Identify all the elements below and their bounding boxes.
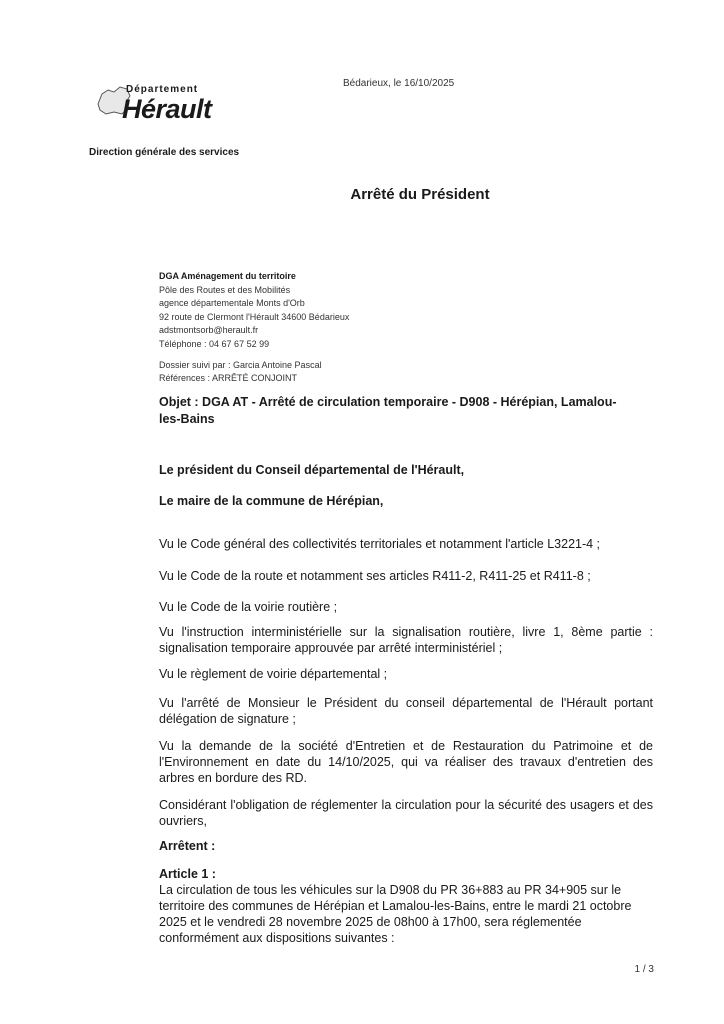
sender-org: DGA Aménagement du territoire (159, 271, 296, 281)
logo-departement-text: Département (126, 84, 199, 95)
objet-line: Objet : DGA AT - Arrêté de circulation temporaire - D908 - Hérépian, Lamalou-les-Bains (159, 395, 617, 426)
article-1 (159, 866, 653, 946)
dossier-suivi: Dossier suivi par : Garcia Antoine Pascal (159, 360, 322, 370)
dossier-block (159, 359, 322, 385)
vu-paragraph-3: Vu le Code de la voirie routière ; (159, 600, 338, 614)
vu-paragraph-4: Vu l'instruction interministérielle sur la signalisation routière, livre 1, 8ème partie : signalisation temporaire approuvée par arrêté interministériel ; (159, 625, 653, 655)
sender-address: 92 route de Clermont l'Hérault 34600 Bédarieux (159, 311, 350, 322)
vu-paragraph-2: Vu le Code de la route et notamment ses articles R411-2, R411-25 et R411-8 ; (159, 569, 591, 583)
sender-agence: agence départementale Monts d'Orb (159, 298, 305, 308)
date-line: Bédarieux, le 16/10/2025 (343, 78, 455, 89)
document-title: Arrêté du Président (350, 186, 490, 203)
dossier-references: Références : ARRÊTÉ CONJOINT (159, 373, 298, 383)
maire-line: Le maire de la commune de Hérépian, (159, 494, 384, 508)
president-line: Le président du Conseil départemental de l'Hérault, (159, 463, 465, 477)
vu-paragraph-5: Vu le règlement de voirie départemental ; (159, 667, 388, 681)
departement-logo (88, 72, 238, 134)
direction-label: Direction générale des services (89, 147, 240, 158)
vu-paragraph-7: Vu la demande de la société d'Entretien et de Restauration du Patrimoine et de l'Environnement en date du 14/10/2025, qui va réaliser des travaux d'entretien des arbres en bordure des RD. (159, 739, 653, 785)
article-1-title: Article 1 : (159, 867, 216, 881)
sender-pole: Pôle des Routes et des Mobilités (159, 284, 291, 295)
sender-phone: Téléphone : 04 67 67 52 99 (159, 338, 270, 349)
logo-herault-text: Hérault (122, 94, 212, 124)
vu-paragraph-6: Vu l'arrêté de Monsieur le Président du conseil départemental de l'Hérault portant délégation de signature ; (159, 696, 653, 726)
sender-block (159, 270, 349, 351)
article-1-text: La circulation de tous les véhicules sur la D908 du PR 36+883 au PR 34+905 sur le territoire des communes de Hérépian et Lamalou-les-Bains, entre le mardi 21 octobre 2025 et le vendredi 28 novembre 2025 de 08h00 à 17h00, sera réglementée conformément aux dispositions suivantes : (159, 883, 632, 945)
considerant-paragraph: Considérant l'obligation de réglementer la circulation pour la sécurité des usagers et des ouvriers, (159, 798, 653, 828)
arretent-heading: Arrêtent : (159, 839, 216, 853)
page-number: 1 / 3 (634, 964, 654, 975)
document-title-wrapper (0, 186, 724, 203)
vu-paragraph-1: Vu le Code général des collectivités territoriales et notamment l'article L3221-4 ; (159, 537, 601, 551)
sender-email: adstmontsorb@herault.fr (159, 325, 259, 335)
